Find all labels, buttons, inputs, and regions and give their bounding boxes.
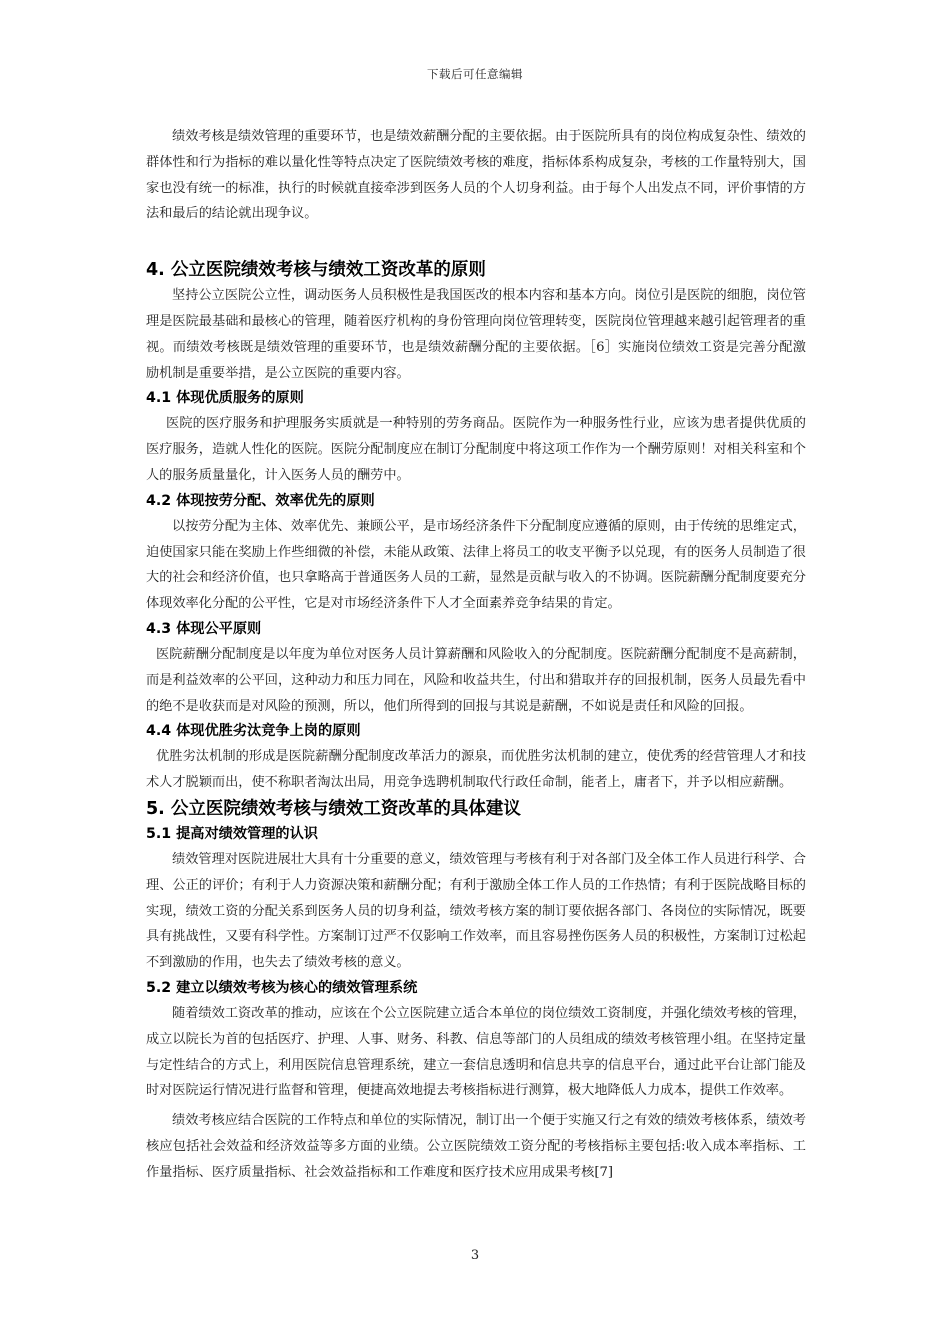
document-body: [146, 124, 806, 1186]
section-4-4-paragraph: 优胜劣汰机制的形成是医院薪酬分配制度改革活力的源泉，而优胜劣汰机制的建立，使优秀的经营管理人才和技术人才脱颖而出，使不称职者淘汰出局，用竞争选聘机制取代行政任命制，能者上，庸者下，并予以相应薪酬。: [146, 749, 806, 791]
section-4-4-heading: 4.4 体现优胜劣汰竞争上岗的原则: [146, 723, 361, 740]
section-4-3-paragraph: 医院薪酬分配制度是以年度为单位对医务人员计算薪酬和风险收入的分配制度。医院薪酬分配制度不是高薪制，而是利益效率的公平回，这种动力和压力同在，风险和收益共生，付出和猎取并存的回报机制，医务人员最先看中的绝不是收获而是对风险的预测，所以，他们所得到的回报与其说是薪酬，不如说是责任和风险的回报。: [146, 646, 806, 714]
intro-paragraph: 绩效考核是绩效管理的重要环节，也是绩效薪酬分配的主要依据。由于医院所具有的岗位构成复杂性、绩效的群体性和行为指标的难以量化性等特点决定了医院绩效考核的难度，指标体系构成复杂，考核的工作量特别大，国家也没有统一的标准，执行的时候就直接牵涉到医务人员的个人切身利益。由于每个人出发点不同，评价事情的方法和最后的结论就出现争议。: [146, 129, 806, 222]
section-5-1-paragraph: 绩效管理对医院进展壮大具有十分重要的意义，绩效管理与考核有利于对各部门及全体工作人员进行科学、合理、公正的评价；有利于人力资源决策和薪酬分配；有利于激励全体工作人员的工作热情；有利于医院战略目标的实现，绩效工资的分配关系到医务人员的切身利益，绩效考核方案的制订要依据各部门、各岗位的实际情况，既要具有挑战性，又要有科学性。方案制订过严不仅影响工作效率，而且容易挫伤医务人员的积极性，方案制订过松起不到激励的作用，也失去了绩效考核的意义。: [146, 851, 806, 971]
section-5-2-paragraph-2: 绩效考核应结合医院的工作特点和单位的实际情况，制订出一个便于实施又行之有效的绩效考核体系，绩效考核应包括社会效益和经济效益等多方面的业绩。公立医院绩效工资分配的考核指标主要包括:收入成本率指标、工作量指标、医疗质量指标、社会效益指标和工作难度和医疗技术应用成果考核[7]: [146, 1113, 806, 1180]
section-4-paragraph: 坚持公立医院公立性，调动医务人员积极性是我国医改的根本内容和基本方向。岗位引是医院的细胞，岗位管理是医院最基础和最核心的管理，随着医疗机构的身份管理向岗位管理转变，医院岗位管理越来越引起管理者的重视。而绩效考核既是绩效管理的重要环节，也是绩效薪酬分配的主要依据。［6］实施岗位绩效工资是完善分配激励机制是重要举措，是公立医院的重要内容。: [146, 288, 806, 381]
page-number: 3: [470, 1248, 480, 1263]
section-4-1-paragraph: 医院的医疗服务和护理服务实质就是一种特别的劳务商品。医院作为一种服务性行业，应该为患者提供优质的医疗服务，造就人性化的医院。医院分配制度应在制订分配制度中将这项工作作为一个酬劳原则！对相关科室和个人的服务质量量化，计入医务人员的酬劳中。: [146, 416, 806, 483]
page-header: 下载后可任意编辑: [427, 67, 523, 81]
section-4-heading: 4. 公立医院绩效考核与绩效工资改革的原则: [146, 260, 486, 281]
section-4-2-heading: 4.2 体现按劳分配、效率优先的原则: [146, 492, 375, 509]
section-5-heading: 5. 公立医院绩效考核与绩效工资改革的具体建议: [146, 798, 521, 819]
section-5-2-heading: 5.2 建立以绩效考核为核心的绩效管理系统: [146, 979, 418, 996]
section-5-2-paragraph-1: 随着绩效工资改革的推动，应该在个公立医院建立适合本单位的岗位绩效工资制度，并强化绩效考核的管理，成立以院长为首的包括医疗、护理、人事、财务、科教、信息等部门的人员组成的绩效考核管理小组。在坚持定量与定性结合的方式上，利用医院信息管理系统，建立一套信息透明和信息共享的信息平台，通过此平台让部门能及时对医院运行情况进行监督和管理，便捷高效地提去考核指标进行测算，极大地降低人力成本，提供工作效率。: [146, 1005, 806, 1099]
section-4-2-paragraph: 以按劳分配为主体、效率优先、兼顾公平，是市场经济条件下分配制度应遵循的原则，由于传统的思维定式，迫使国家只能在奖励上作些细微的补偿，未能从政策、法律上将员工的收支平衡予以兑现，有的医务人员制造了很大的社会和经济价值，也只拿略高于普通医务人员的工薪，显然是贡献与收入的不协调。医院薪酬分配制度要充分体现效率化分配的公平性，它是对市场经济条件下人才全面素养竞争结果的肯定。: [146, 518, 806, 612]
section-4-3-heading: 4.3 体现公平原则: [146, 620, 262, 637]
section-5-1-heading: 5.1 提高对绩效管理的认识: [146, 825, 318, 842]
section-4-1-heading: 4.1 体现优质服务的原则: [146, 390, 304, 407]
